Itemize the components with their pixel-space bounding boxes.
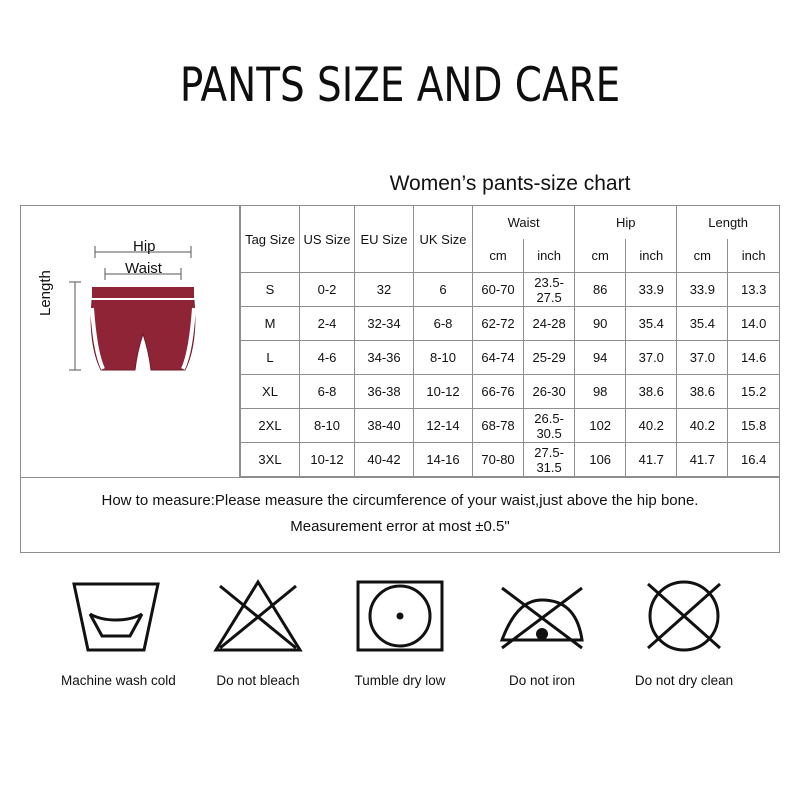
header-uk-size: UK Size	[414, 206, 473, 273]
machine-wash-cold-icon	[66, 572, 166, 660]
table-row	[241, 307, 780, 341]
cell-hip-cm: 86	[575, 273, 626, 307]
cell-us: 2-4	[300, 307, 355, 341]
cell-waist-inch: 24-28	[524, 307, 575, 341]
header-hip-cm: cm	[575, 239, 626, 273]
cell-hip-inch: 33.9	[626, 273, 677, 307]
cell-length-inch: 16.4	[728, 443, 779, 477]
cell-length-cm: 38.6	[677, 375, 728, 409]
care-item-do-not-dry-clean	[629, 572, 739, 688]
header-us-size: US Size	[300, 206, 355, 273]
waist-measure-label: Waist	[125, 260, 162, 277]
page-title: PANTS SIZE AND CARE	[179, 58, 621, 113]
table-row	[241, 375, 780, 409]
do-not-bleach-icon	[208, 572, 308, 660]
cell-waist-cm: 64-74	[473, 341, 524, 375]
header-length-cm: cm	[677, 239, 728, 273]
care-instructions	[0, 572, 800, 688]
header-waist-cm: cm	[473, 239, 524, 273]
cell-uk: 10-12	[414, 375, 473, 409]
how-to-measure-line-1: How to measure:Please measure the circumference of your waist,just above the hip bone.	[101, 492, 699, 509]
cell-waist-cm: 68-78	[473, 409, 524, 443]
cell-waist-cm: 60-70	[473, 273, 524, 307]
do-not-iron-icon	[492, 572, 592, 660]
size-chart-container	[20, 205, 780, 553]
cell-hip-cm: 90	[575, 307, 626, 341]
header-waist-group: Waist	[473, 206, 575, 239]
cell-waist-cm: 62-72	[473, 307, 524, 341]
cell-waist-inch: 26.5-30.5	[524, 409, 575, 443]
cell-length-cm: 33.9	[677, 273, 728, 307]
cell-hip-cm: 94	[575, 341, 626, 375]
header-waist-inch: inch	[524, 239, 575, 273]
care-label: Do not iron	[508, 673, 576, 688]
care-label: Machine wash cold	[61, 673, 176, 688]
how-to-measure	[21, 477, 779, 552]
cell-tag: M	[241, 307, 300, 341]
cell-length-inch: 15.8	[728, 409, 779, 443]
how-to-measure-line-2: Measurement error at most ±0.5"	[290, 518, 510, 535]
cell-us: 10-12	[300, 443, 355, 477]
cell-hip-inch: 38.6	[626, 375, 677, 409]
table-row	[241, 341, 780, 375]
cell-uk: 14-16	[414, 443, 473, 477]
cell-tag: 3XL	[241, 443, 300, 477]
cell-eu: 32	[355, 273, 414, 307]
table-row	[241, 273, 780, 307]
cell-tag: S	[241, 273, 300, 307]
cell-length-inch: 14.6	[728, 341, 779, 375]
table-row	[241, 409, 780, 443]
cell-waist-inch: 25-29	[524, 341, 575, 375]
cell-eu: 40-42	[355, 443, 414, 477]
cell-eu: 38-40	[355, 409, 414, 443]
care-label: Do not dry clean	[634, 673, 734, 688]
cell-uk: 8-10	[414, 341, 473, 375]
header-hip-group: Hip	[575, 206, 677, 239]
care-label: Do not bleach	[216, 673, 300, 688]
table-header-row-1	[241, 206, 780, 239]
cell-hip-inch: 41.7	[626, 443, 677, 477]
cell-waist-cm: 70-80	[473, 443, 524, 477]
cell-hip-cm: 106	[575, 443, 626, 477]
shorts-waistband	[91, 286, 195, 299]
cell-length-cm: 35.4	[677, 307, 728, 341]
header-hip-inch: inch	[626, 239, 677, 273]
cell-us: 0-2	[300, 273, 355, 307]
cell-hip-cm: 98	[575, 375, 626, 409]
care-item-tumble-dry-low	[345, 572, 455, 688]
cell-waist-inch: 26-30	[524, 375, 575, 409]
product-diagram	[21, 206, 240, 477]
care-item-do-not-bleach	[203, 572, 313, 688]
cell-tag: 2XL	[241, 409, 300, 443]
chart-body	[21, 206, 779, 477]
cell-us: 8-10	[300, 409, 355, 443]
care-label: Tumble dry low	[354, 673, 446, 688]
shorts-illustration	[45, 230, 215, 380]
cell-uk: 6	[414, 273, 473, 307]
cell-length-inch: 13.3	[728, 273, 779, 307]
cell-hip-inch: 35.4	[626, 307, 677, 341]
cell-waist-inch: 23.5-27.5	[524, 273, 575, 307]
do-not-dry-clean-icon	[634, 572, 734, 660]
cell-uk: 6-8	[414, 307, 473, 341]
cell-tag: XL	[241, 375, 300, 409]
cell-eu: 32-34	[355, 307, 414, 341]
cell-eu: 36-38	[355, 375, 414, 409]
cell-hip-inch: 40.2	[626, 409, 677, 443]
cell-waist-inch: 27.5-31.5	[524, 443, 575, 477]
cell-tag: L	[241, 341, 300, 375]
header-length-group: Length	[677, 206, 779, 239]
length-measure-label: Length	[37, 270, 54, 316]
cell-length-cm: 40.2	[677, 409, 728, 443]
cell-us: 6-8	[300, 375, 355, 409]
header-eu-size: EU Size	[355, 206, 414, 273]
cell-us: 4-6	[300, 341, 355, 375]
cell-hip-inch: 37.0	[626, 341, 677, 375]
cell-length-cm: 41.7	[677, 443, 728, 477]
cell-waist-cm: 66-76	[473, 375, 524, 409]
table-row	[241, 443, 780, 477]
chart-subtitle: Women’s pants-size chart	[389, 172, 631, 195]
cell-eu: 34-36	[355, 341, 414, 375]
size-table	[240, 206, 779, 477]
cell-length-inch: 14.0	[728, 307, 779, 341]
header-tag-size: Tag Size	[241, 206, 300, 273]
tumble-dry-low-icon	[350, 572, 450, 660]
hip-measure-label: Hip	[133, 238, 156, 255]
care-item-do-not-iron	[487, 572, 597, 688]
cell-length-cm: 37.0	[677, 341, 728, 375]
care-item-machine-wash-cold	[61, 572, 176, 688]
cell-hip-cm: 102	[575, 409, 626, 443]
header-length-inch: inch	[728, 239, 779, 273]
cell-length-inch: 15.2	[728, 375, 779, 409]
cell-uk: 12-14	[414, 409, 473, 443]
